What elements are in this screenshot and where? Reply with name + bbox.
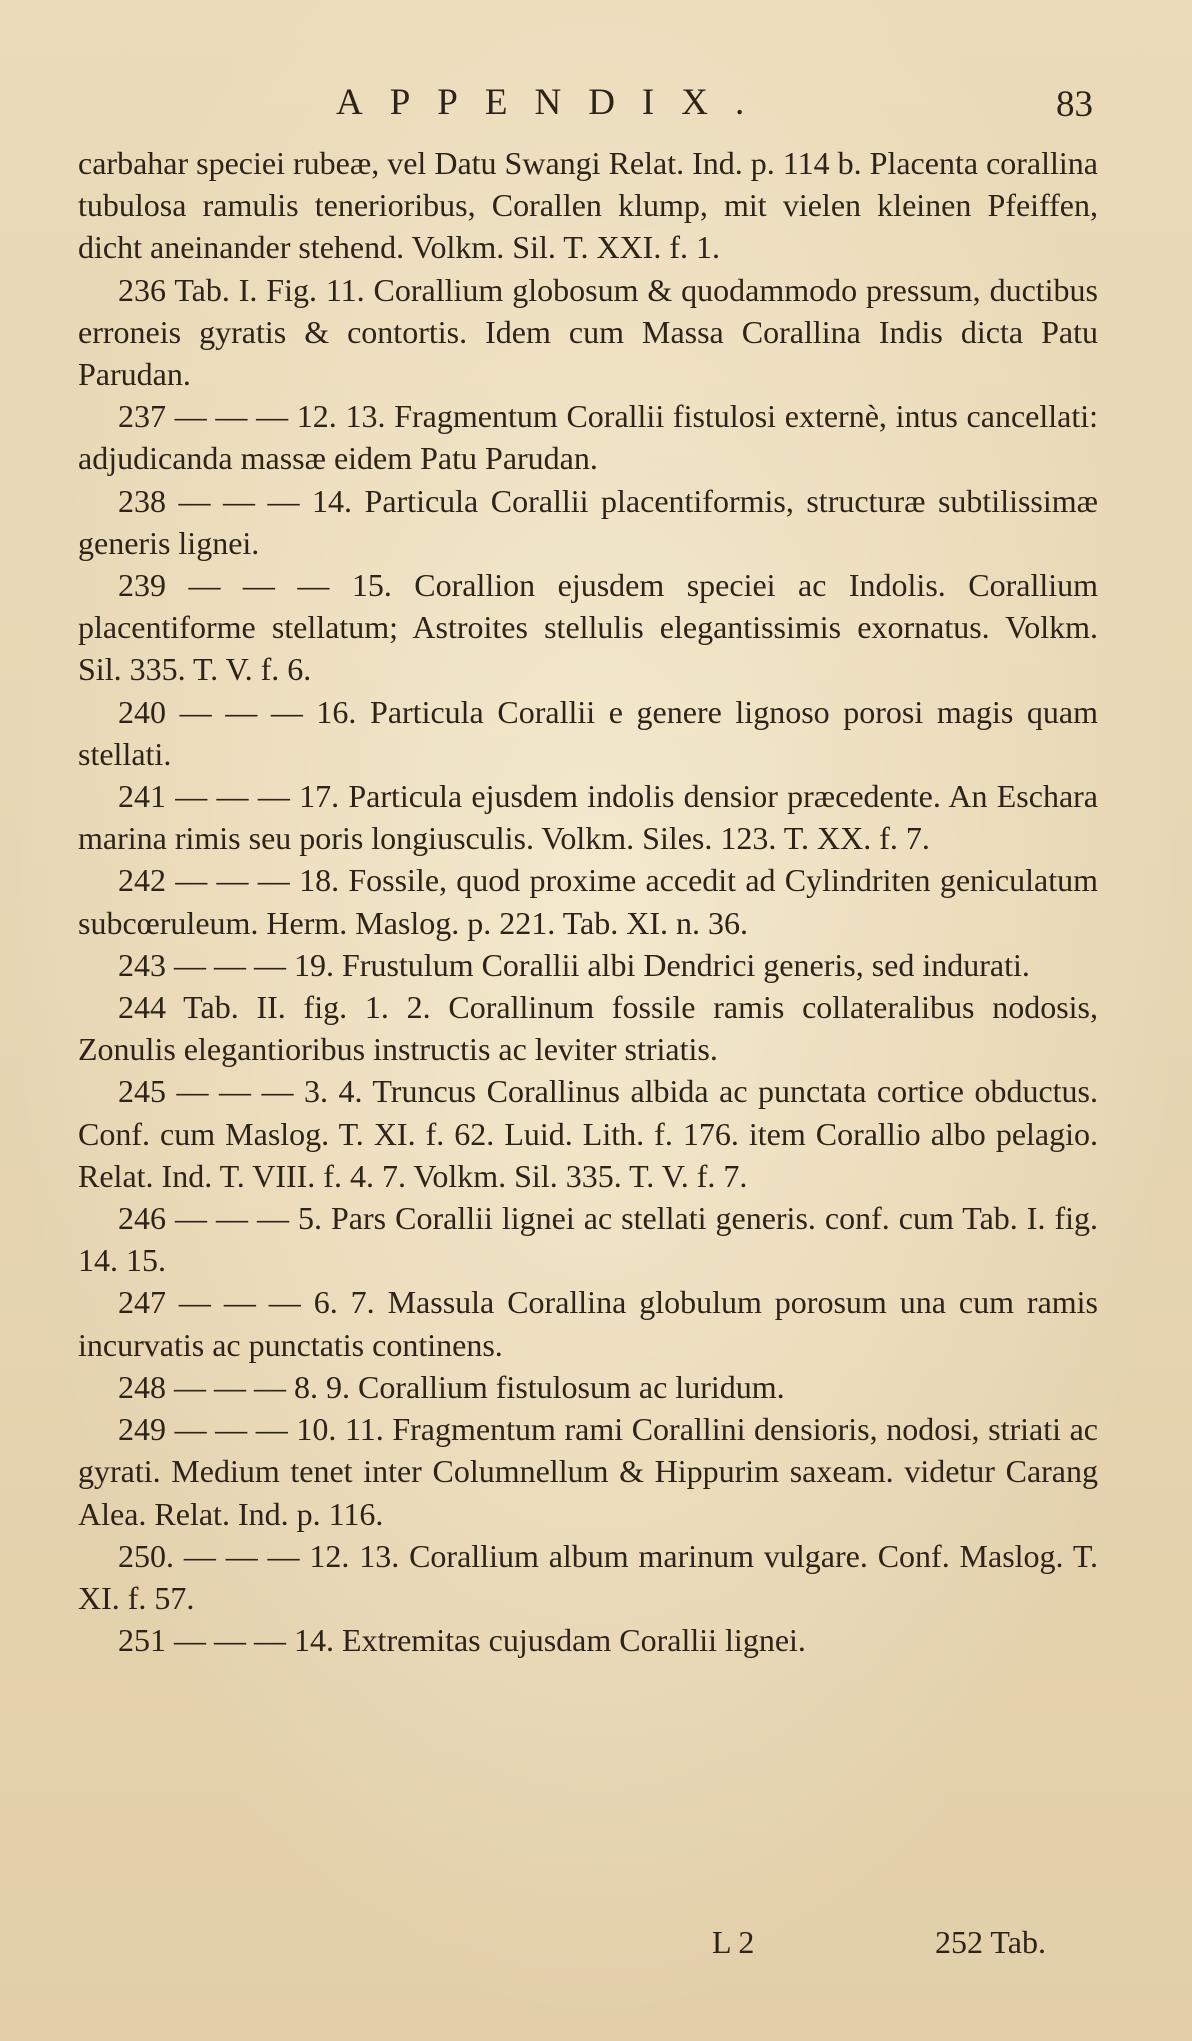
entry-247: 247 — — — 6. 7. Massula Corallina globulum porosum una cum ramis incurvatis ac punctatis continens.: [78, 1284, 1098, 1363]
entry-245: 245 — — — 3. 4. Truncus Corallinus albida ac punctata cortice obductus. Conf. cum Maslog. T. XI. f. 62. Luid. Lith. f. 176. item Corallio albo pelagio. Relat. Ind. T. VIII. f. 4. 7. Volkm. Sil. 335. T. V. f. 7.: [78, 1073, 1098, 1194]
body-text: [78, 142, 1098, 1661]
entry-244: 244 Tab. II. fig. 1. 2. Corallinum fossile ramis collateralibus nodosis, Zonulis elegantioribus instructis ac leviter striatis.: [78, 989, 1098, 1068]
entry-239: 239 — — — 15. Corallion ejusdem speciei ac Indolis. Corallium placentiforme stellatum; Astroites stellulis elegantissimis exornatus. Volkm. Sil. 335. T. V. f. 6.: [78, 567, 1098, 688]
entry-235-continuation: carbahar speciei rubeæ, vel Datu Swangi Relat. Ind. p. 114 b. Placenta corallina tubulosa ramulis tenerioribus, Corallen klump, mit vielen kleinen Pfeiffen, dicht aneinander stehend. Volkm. Sil. T. XXI. f. 1.: [78, 145, 1098, 266]
entry-237: 237 — — — 12. 13. Fragmentum Corallii fistulosi externè, intus cancellati: adjudicanda massæ eidem Patu Parudan.: [78, 398, 1098, 477]
running-title: APPENDIX.: [336, 82, 772, 123]
entry-241: 241 — — — 17. Particula ejusdem indolis densior præcedente. An Eschara marina rimis seu poris longiusculis. Volkm. Siles. 123. T. XX. f. 7.: [78, 778, 1098, 857]
entry-250: 250. — — — 12. 13. Corallium album marinum vulgare. Conf. Maslog. T. XI. f. 57.: [78, 1537, 1098, 1616]
entry-246: 246 — — — 5. Pars Corallii lignei ac stellati generis. conf. cum Tab. I. fig. 14. 15.: [78, 1200, 1098, 1279]
entry-248: 248 — — — 8. 9. Corallium fistulosum ac luridum.: [118, 1368, 785, 1405]
signature-mark: L 2: [712, 1924, 755, 1960]
entry-242: 242 — — — 18. Fossile, quod proxime accedit ad Cylindriten geniculatum subcœruleum. Herm. Maslog. p. 221. Tab. XI. n. 36.: [78, 862, 1098, 941]
entry-243: 243 — — — 19. Frustulum Corallii albi Dendrici generis, sed indurati.: [118, 946, 1030, 983]
entry-238: 238 — — — 14. Particula Corallii placentiformis, structuræ subtilissimæ generis lignei.: [78, 482, 1098, 561]
entry-251: 251 — — — 14. Extremitas cujusdam Corallii lignei.: [118, 1622, 806, 1659]
entry-236: 236 Tab. I. Fig. 11. Corallium globosum & quodammodo pressum, ductibus erroneis gyratis & contortis. Idem cum Massa Corallina Indis dicta Patu Parudan.: [78, 271, 1098, 393]
catchword: 252 Tab.: [935, 1924, 1046, 1960]
page-header: [0, 78, 1192, 128]
entry-249: 249 — — — 10. 11. Fragmentum rami Corallini densioris, nodosi, striati ac gyrati. Medium tenet inter Columnellum & Hippurim saxeam. videtur Carang Alea. Relat. Ind. p. 116.: [78, 1411, 1098, 1532]
page-number: 83: [1056, 84, 1093, 125]
page-footer: [0, 1920, 1192, 1964]
entry-240: 240 — — — 16. Particula Corallii e genere lignoso porosi magis quam stellati.: [78, 693, 1098, 772]
